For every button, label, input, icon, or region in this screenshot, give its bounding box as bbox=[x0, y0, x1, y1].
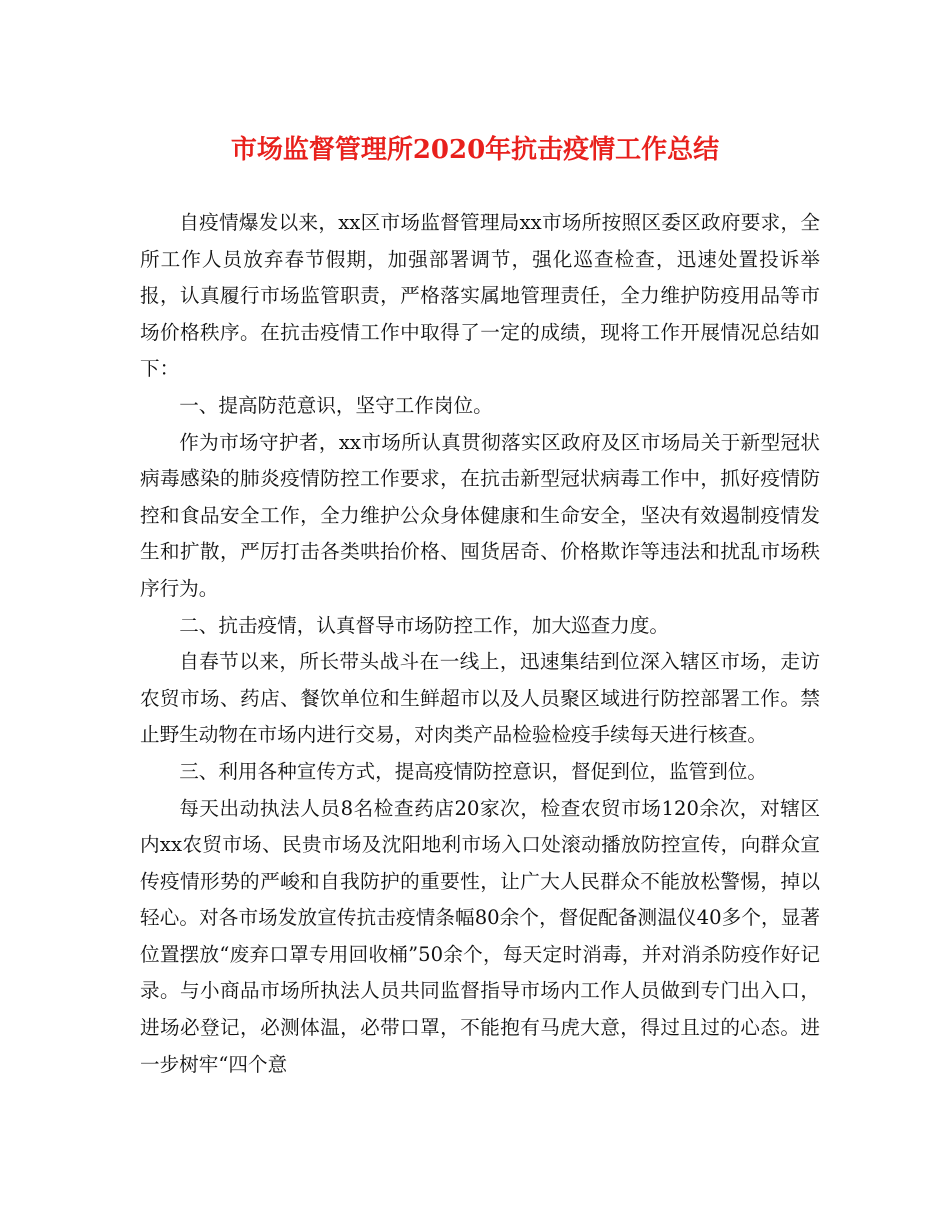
section-paragraph-1: 作为市场守护者，xx市场所认真贯彻落实区政府及区市场局关于新型冠状病毒感染的肺炎疫情防控工作要求，在抗击新型冠状病毒工作中，抓好疫情防控和食品安全工作，全力维护公众身体健康和生命安全，坚决有效遏制疫情发生和扩散，严厉打击各类哄抬价格、囤货居奇、价格欺诈等违法和扰乱市场秩序行为。 bbox=[140, 430, 820, 600]
intro-paragraph: 自疫情爆发以来，xx区市场监督管理局xx市场所按照区委区政府要求，全所工作人员放弃春节假期，加强部署调节，强化巡查检查，迅速处置投诉举报，认真履行市场监管职责，严格落实属地管理责任，全力维护防疫用品等市场价格秩序。在抗击疫情工作中取得了一定的成绩，现将工作开展情况总结如下： bbox=[140, 211, 820, 381]
section-heading-3: 三、利用各种宣传方式，提高疫情防控意识，督促到位，监管到位。 bbox=[179, 759, 767, 783]
section-heading-1: 一、提高防范意识，坚守工作岗位。 bbox=[179, 393, 493, 417]
document-body bbox=[140, 205, 820, 1083]
section-paragraph-2: 自春节以来，所长带头战斗在一线上，迅速集结到位深入辖区市场，走访农贸市场、药店、餐饮单位和生鲜超市以及人员聚区域进行防控部署工作。禁止野生动物在市场内进行交易，对肉类产品检验检疫手续每天进行核查。 bbox=[140, 650, 820, 747]
section-paragraph-3: 每天出动执法人员8名检查药店20家次，检查农贸市场120余次，对辖区内xx农贸市场、民贵市场及沈阳地利市场入口处滚动播放防控宣传，向群众宣传疫情形势的严峻和自我防护的重要性，让广大人民群众不能放松警惕，掉以轻心。对各市场发放宣传抗击疫情条幅80余个，督促配备测温仪40多个，显著位置摆放“废弃口罩专用回收桶”50余个，每天定时消毒，并对消杀防疫作好记录。与小商品市场所执法人员共同监督指导市场内工作人员做到专门出入口，进场必登记，必测体温，必带口罩，不能抱有马虎大意，得过且过的心态。进一步树牢“四个意 bbox=[140, 796, 820, 1076]
document-title: 市场监督管理所2020年抗击疫情工作总结 bbox=[230, 135, 720, 165]
section-heading-2: 二、抗击疫情，认真督导市场防控工作，加大巡查力度。 bbox=[179, 613, 670, 637]
